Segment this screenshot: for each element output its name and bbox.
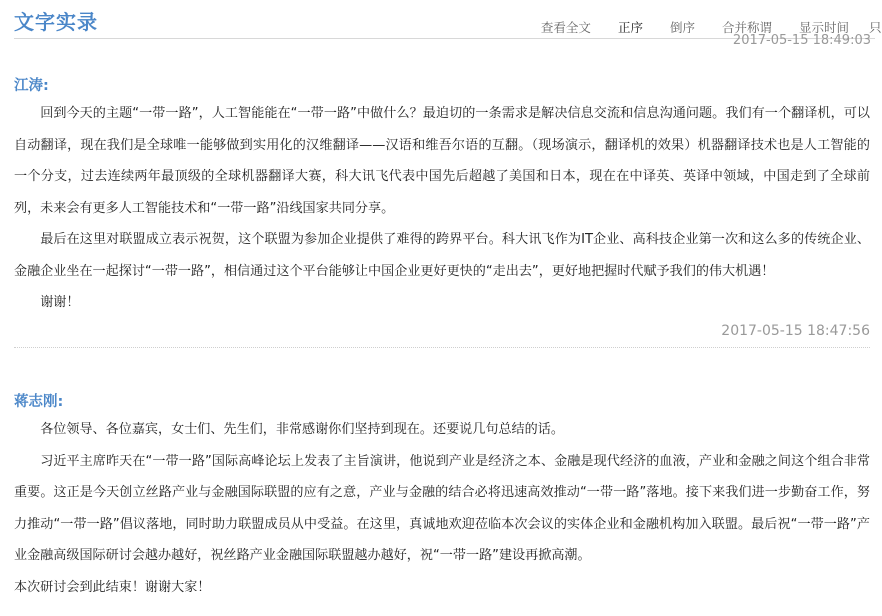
transcript-paragraph: 各位领导、各位嘉宾，女士们、先生们，非常感谢你们坚持到现在。还要说几句总结的话。 — [40, 422, 564, 437]
show-time-button[interactable]: 显示时间 — [798, 20, 849, 35]
speaker-name: 蒋志刚: — [14, 394, 64, 410]
transcript-paragraph: 最后在这里对联盟成立表示祝贺，这个联盟为参加企业提供了难得的跨界平台。科大讯飞作为IT企业、高科技企业第一次和这么多的传统企业、金融企业坐在一起探讨“一带一路”，相信通过这个平台能够让中国企业更好更快的“走出去”，更好地把握时代赋予我们的伟大机遇！ — [14, 232, 870, 279]
merge-titles-button[interactable]: 合并称谓 — [721, 20, 772, 35]
page-title: 文字实录 — [14, 10, 98, 34]
descending-order-button[interactable]: 倒序 — [669, 20, 695, 35]
previous-timestamp: 2017-05-15 18:49:03 — [732, 33, 871, 48]
view-full-text-button[interactable]: 查看全文 — [540, 20, 591, 35]
speaker-name: 江涛: — [14, 78, 49, 94]
timestamp: 2017-05-15 18:47:56 — [721, 322, 870, 339]
toolbar-overflow-item[interactable]: 只 — [869, 20, 882, 35]
entry-divider — [14, 347, 870, 348]
ascending-order-button[interactable]: 正序 — [617, 20, 643, 35]
transcript-paragraph: 回到今天的主题“一带一路”，人工智能能在“一带一路”中做什么？最迫切的一条需求是解决信息交流和信息沟通问题。我们有一个翻译机，可以自动翻译，现在我们是全球唯一能够做到实用化的汉维翻译——汉语和维吾尔语的互翻。（现场演示，翻译机的效果）机器翻译技术也是人工智能的一个分支，过去连续两年最顶级的全球机器翻译大赛，科大讯飞代表中国先后超越了美国和日本，现在在中译英、英译中领域，中国走到了全球前列，未来会有更多人工智能技术和“一带一路”沿线国家共同分享。 — [14, 106, 870, 216]
transcript-paragraph: 本次研讨会到此结束！谢谢大家！ — [14, 579, 211, 595]
transcript-entry — [14, 390, 870, 603]
transcript-paragraph: 谢谢！ — [40, 295, 80, 310]
transcript-paragraph: 习近平主席昨天在“一带一路”国际高峰论坛上发表了主旨演讲，他说到产业是经济之本、金融是现代经济的血液，产业和金融之间这个组合非常重要。这正是今天创立丝路产业与金融国际联盟的应有之意，产业与金融的结合必将迅速高效推动“一带一路”落地。接下来我们进一步勤奋工作，努力推动“一带一路”倡议落地，同时助力联盟成员从中受益。在这里，真诚地欢迎莅临本次会议的实体企业和金融机构加入联盟。最后祝“一带一路”产业金融高级国际研讨会越办越好，祝丝路产业金融国际联盟越办越好，祝“一带一路”建设再掀高潮。 — [14, 453, 870, 563]
transcript-entry — [14, 74, 870, 348]
timestamp-row — [14, 319, 870, 347]
